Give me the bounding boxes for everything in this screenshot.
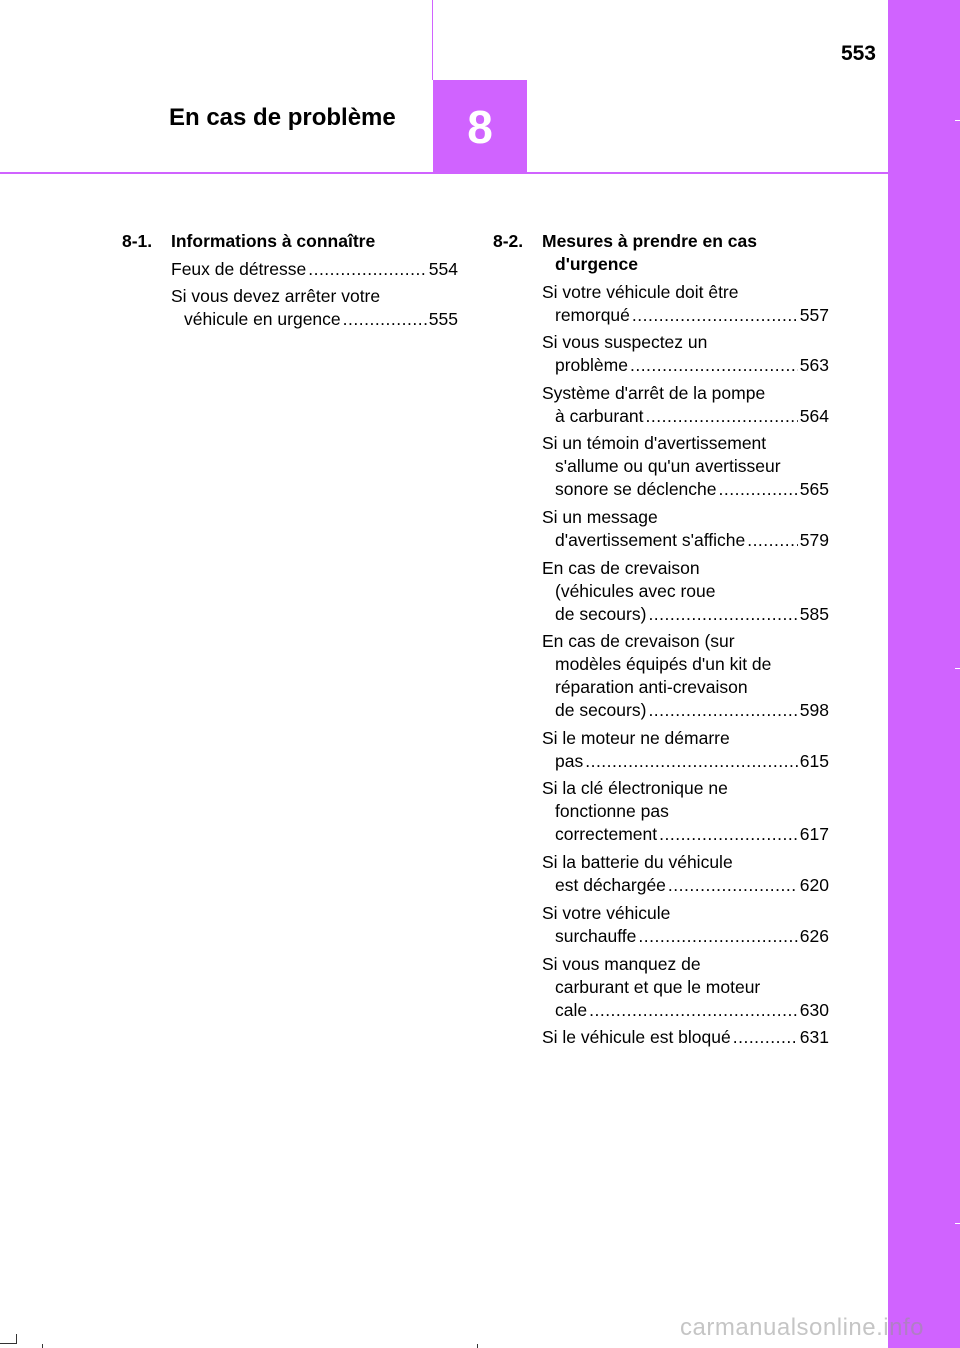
toc-entry-label: de secours) xyxy=(555,604,647,624)
toc-entry-label: Si votre véhicule doit être xyxy=(542,282,739,302)
toc-entry-label: correctement xyxy=(555,824,658,844)
toc-page-number: 620 xyxy=(799,875,829,895)
toc-leader-dots xyxy=(668,874,798,897)
toc-leader-dots xyxy=(659,823,798,846)
toc-entry-label: d'avertissement s'affiche xyxy=(555,530,746,550)
toc-entry-label: Si un message xyxy=(542,507,658,527)
toc-entry-label: carburant et que le moteur xyxy=(555,977,761,997)
side-band-tick xyxy=(955,1223,960,1224)
side-band-tick xyxy=(955,668,960,669)
toc-entry[interactable] xyxy=(542,1026,829,1049)
section-title: d'urgence xyxy=(555,254,638,274)
toc-page-number: 617 xyxy=(799,824,829,844)
toc-page-number: 555 xyxy=(428,309,458,329)
toc-entry-label: Si vous manquez de xyxy=(542,954,701,974)
toc-entry-label: pas xyxy=(555,751,584,771)
toc-entry-label: Si un témoin d'avertissement xyxy=(542,433,767,453)
toc-entry-label: réparation anti-crevaison xyxy=(555,677,748,697)
toc-entry-label: Si le moteur ne démarre xyxy=(542,728,730,748)
toc-leader-dots xyxy=(585,750,798,773)
side-band-tick xyxy=(955,120,960,121)
chapter-number-tab: 8 xyxy=(433,80,527,174)
toc-entry-label: fonctionne pas xyxy=(555,801,669,821)
toc-leader-dots xyxy=(638,925,797,948)
toc-entry-label: modèles équipés d'un kit de xyxy=(555,654,772,674)
toc-entry-label: Si la batterie du véhicule xyxy=(542,852,733,872)
toc-leader-dots xyxy=(632,304,798,327)
toc-entry-label: de secours) xyxy=(555,700,647,720)
toc-entry-label: sonore se déclenche xyxy=(555,479,717,499)
toc-entry-label: surchauffe xyxy=(555,926,637,946)
toc-page-number: 579 xyxy=(799,530,829,550)
crop-mark xyxy=(16,1334,17,1344)
toc-entry[interactable] xyxy=(542,432,829,501)
section-number: 8-1. xyxy=(122,231,153,251)
toc-page-number: 626 xyxy=(799,926,829,946)
toc-page-number: 554 xyxy=(428,259,458,279)
toc-entry-label: véhicule en urgence xyxy=(184,309,341,329)
toc-entry-label: remorqué xyxy=(555,305,630,325)
toc-entry-label: est déchargée xyxy=(555,875,666,895)
toc-entry[interactable] xyxy=(542,851,829,897)
toc-page-number: 631 xyxy=(799,1027,829,1047)
toc-entry-label: En cas de crevaison (sur xyxy=(542,631,735,651)
toc-page-number: 565 xyxy=(799,479,829,499)
toc-page-number: 557 xyxy=(799,305,829,325)
toc-entry-label: Si vous devez arrêter votre xyxy=(171,286,381,306)
toc-entry-label: Feux de détresse xyxy=(171,259,307,279)
toc-entry[interactable] xyxy=(542,630,829,722)
toc-entry-label: problème xyxy=(555,355,628,375)
toc-entry-label: Si le véhicule est bloqué xyxy=(542,1027,731,1047)
toc-entry[interactable] xyxy=(542,331,829,377)
toc-leader-dots xyxy=(646,405,798,428)
section-number: 8-2. xyxy=(493,231,524,251)
toc-entry-label: Si votre véhicule xyxy=(542,903,671,923)
crop-mark xyxy=(42,1344,43,1348)
toc-entry[interactable] xyxy=(542,506,829,552)
header-divider-vertical xyxy=(432,0,433,80)
toc-entry[interactable] xyxy=(542,727,829,773)
toc-leader-dots xyxy=(589,999,798,1022)
crop-mark xyxy=(0,1343,16,1344)
toc-entry[interactable] xyxy=(171,285,458,331)
chapter-title: En cas de problème xyxy=(169,104,396,131)
toc-entry[interactable] xyxy=(542,902,829,948)
toc-page-number: 564 xyxy=(799,406,829,426)
toc-entry[interactable] xyxy=(542,953,829,1022)
toc-leader-dots xyxy=(733,1026,798,1049)
toc-page-number: 563 xyxy=(799,355,829,375)
toc-entry-label: Si vous suspectez un xyxy=(542,332,708,352)
toc-page-number: 598 xyxy=(799,700,829,720)
watermark: carmanualsonline.info xyxy=(680,1314,924,1341)
toc-leader-dots xyxy=(648,699,797,722)
toc-leader-dots xyxy=(747,529,798,552)
toc-leader-dots xyxy=(648,603,797,626)
page-number: 553 xyxy=(840,42,876,65)
toc-page-number: 615 xyxy=(799,751,829,771)
toc-page-number: 630 xyxy=(799,1000,829,1020)
toc-leader-dots xyxy=(630,354,798,377)
toc-entry-label: Si la clé électronique ne xyxy=(542,778,728,798)
toc-entry[interactable] xyxy=(171,258,458,281)
toc-entry[interactable] xyxy=(542,382,829,428)
crop-mark xyxy=(477,1344,478,1348)
chapter-side-band xyxy=(888,0,960,1348)
toc-entry-label: s'allume ou qu'un avertisseur xyxy=(555,456,781,476)
toc-entry-label: à carburant xyxy=(555,406,644,426)
toc-leader-dots xyxy=(308,258,427,281)
toc-leader-dots xyxy=(343,308,427,331)
toc-leader-dots xyxy=(719,478,798,501)
toc-entry-label: Système d'arrêt de la pompe xyxy=(542,383,766,403)
section-title: Informations à connaître xyxy=(171,231,376,251)
toc-page-number: 585 xyxy=(799,604,829,624)
toc-entry[interactable] xyxy=(542,777,829,846)
toc-entry-label: cale xyxy=(555,1000,588,1020)
toc-entry[interactable] xyxy=(542,281,829,327)
toc-entry-label: En cas de crevaison xyxy=(542,558,700,578)
section-title: Mesures à prendre en cas xyxy=(542,231,757,251)
toc-entry[interactable] xyxy=(542,557,829,626)
toc-entry-label: (véhicules avec roue xyxy=(555,581,716,601)
